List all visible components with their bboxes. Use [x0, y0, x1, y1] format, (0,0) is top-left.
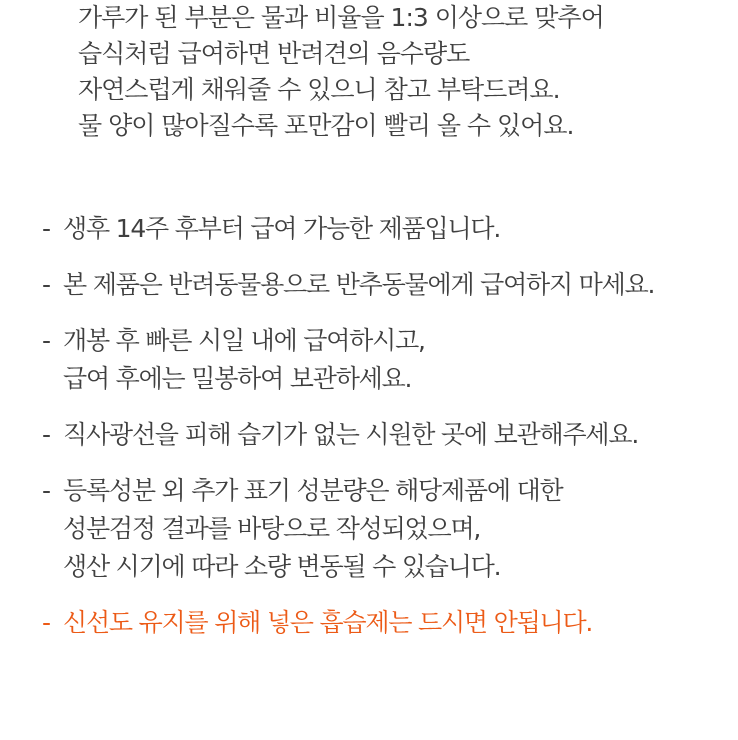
- dash-bullet: -: [42, 270, 52, 299]
- dash-bullet: -: [42, 214, 52, 243]
- dash-bullet: -: [42, 476, 52, 505]
- desiccant-warning-text: 신선도 유지를 위해 넣은 흡습제는 드시면 안됩니다.: [63, 608, 593, 637]
- feeding-tip-line: 습식처럼 급여하면 반려견의 음수량도: [78, 39, 470, 68]
- precaution-item: [42, 322, 732, 398]
- desiccant-warning-item: [42, 604, 732, 642]
- dash-bullet: -: [42, 420, 52, 449]
- precaution-item: [42, 266, 732, 304]
- precaution-text: 본 제품은 반려동물용으로 반추동물에게 급여하지 마세요.: [63, 270, 655, 299]
- feeding-tip-line: 자연스럽게 채워줄 수 있으니 참고 부탁드려요.: [78, 75, 560, 104]
- precaution-text: 생산 시기에 따라 소량 변동될 수 있습니다.: [63, 552, 501, 581]
- precautions-list: [42, 210, 732, 660]
- precaution-text: 생후 14주 후부터 급여 가능한 제품입니다.: [63, 214, 501, 243]
- precaution-item: [42, 416, 732, 454]
- precaution-item: [42, 472, 732, 586]
- precaution-text: 직사광선을 피해 습기가 없는 시원한 곳에 보관해주세요.: [63, 420, 639, 449]
- precaution-text: 등록성분 외 추가 표기 성분량은 해당제품에 대한: [63, 476, 563, 505]
- precaution-text: 성분검정 결과를 바탕으로 작성되었으며,: [63, 514, 481, 543]
- precaution-text: 급여 후에는 밀봉하여 보관하세요.: [63, 364, 412, 393]
- precaution-item: [42, 210, 732, 248]
- feeding-tip-line: 물 양이 많아질수록 포만감이 빨리 올 수 있어요.: [78, 111, 574, 140]
- feeding-tip-paragraph: [78, 0, 718, 144]
- feeding-tip-line: 가루가 된 부분은 물과 비율을 1:3 이상으로 맞추어: [78, 3, 604, 32]
- dash-bullet: -: [42, 608, 52, 637]
- dash-bullet: -: [42, 326, 52, 355]
- precaution-text: 개봉 후 빠른 시일 내에 급여하시고,: [63, 326, 425, 355]
